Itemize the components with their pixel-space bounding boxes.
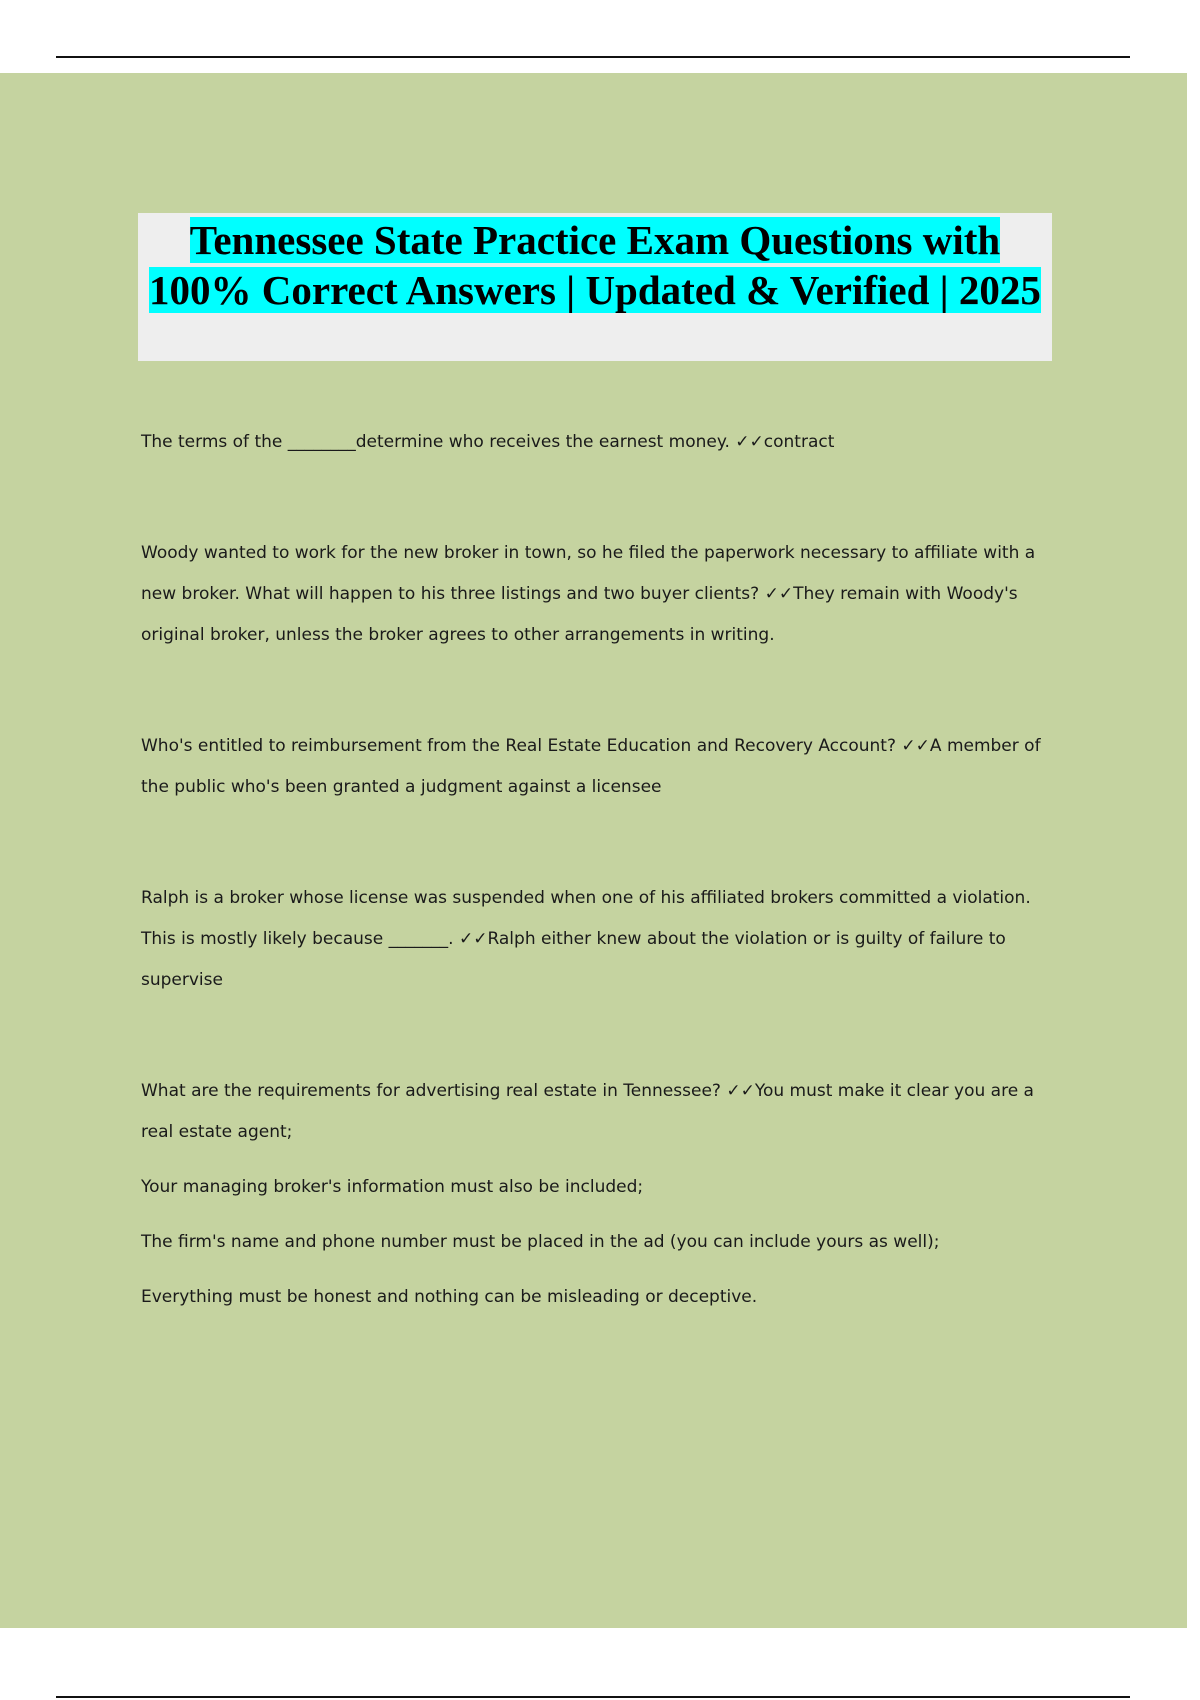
title-box: [138, 213, 1052, 361]
qa-text: [141, 726, 1061, 808]
question-text: Who's entitled to reimbursement from the Real Estate Education and Recovery Account?: [141, 736, 896, 756]
answer-line: Everything must be honest and nothing can be misleading or deceptive.: [141, 1287, 758, 1307]
check-marks: ✓✓: [726, 1081, 755, 1101]
qa-item: [141, 878, 1061, 1001]
question-text: What are the requirements for advertising real estate in Tennessee?: [141, 1081, 721, 1101]
answer-text: A member of the public who's been granted a judgment against a licensee: [141, 736, 1041, 797]
answer-line: Your managing broker's information must also be included;: [141, 1177, 644, 1197]
check-marks: ✓✓: [901, 736, 930, 756]
check-marks: ✓✓: [458, 929, 488, 949]
qa-text: [141, 878, 1061, 1001]
qa-text: [141, 1071, 1061, 1153]
qa-text: [141, 533, 1061, 656]
document-title: Tennessee State Practice Exam Questions with 100% Correct Answers | Updated & Verified | 2025: [149, 217, 1041, 313]
answer-line: The firm's name and phone number must be placed in the ad (you can include yours as well);: [141, 1232, 940, 1252]
answer-text: contract: [763, 432, 835, 452]
qa-item: [141, 422, 1061, 463]
answer-text: They remain with Woody's original broker, unless the broker agrees to other arrangements in writing.: [141, 584, 1018, 645]
answer-text: Ralph either knew about the violation or is guilty of failure to supervise: [141, 929, 1006, 990]
question-text: The terms of the ________determine who receives the earnest money.: [141, 432, 730, 452]
qa-item: [141, 726, 1061, 808]
answer-text: You must make it clear you are a real estate agent;: [141, 1081, 1034, 1142]
check-marks: ✓✓: [764, 584, 794, 604]
qa-item: [141, 1071, 1061, 1318]
top-rule: [56, 56, 1130, 58]
question-text: Ralph is a broker whose license was suspended when one of his affiliated brokers committed a violation. This is mostly likely because _______.: [141, 888, 1031, 949]
qa-text: [141, 422, 1061, 463]
qa-list: [141, 422, 1061, 1318]
check-marks: ✓✓: [735, 432, 764, 452]
qa-item: [141, 533, 1061, 656]
question-text: Woody wanted to work for the new broker in town, so he filed the paperwork necessary to affiliate with a new broker. What will happen to his three listings and two buyer clients?: [141, 543, 1036, 604]
bottom-rule: [56, 1696, 1130, 1698]
